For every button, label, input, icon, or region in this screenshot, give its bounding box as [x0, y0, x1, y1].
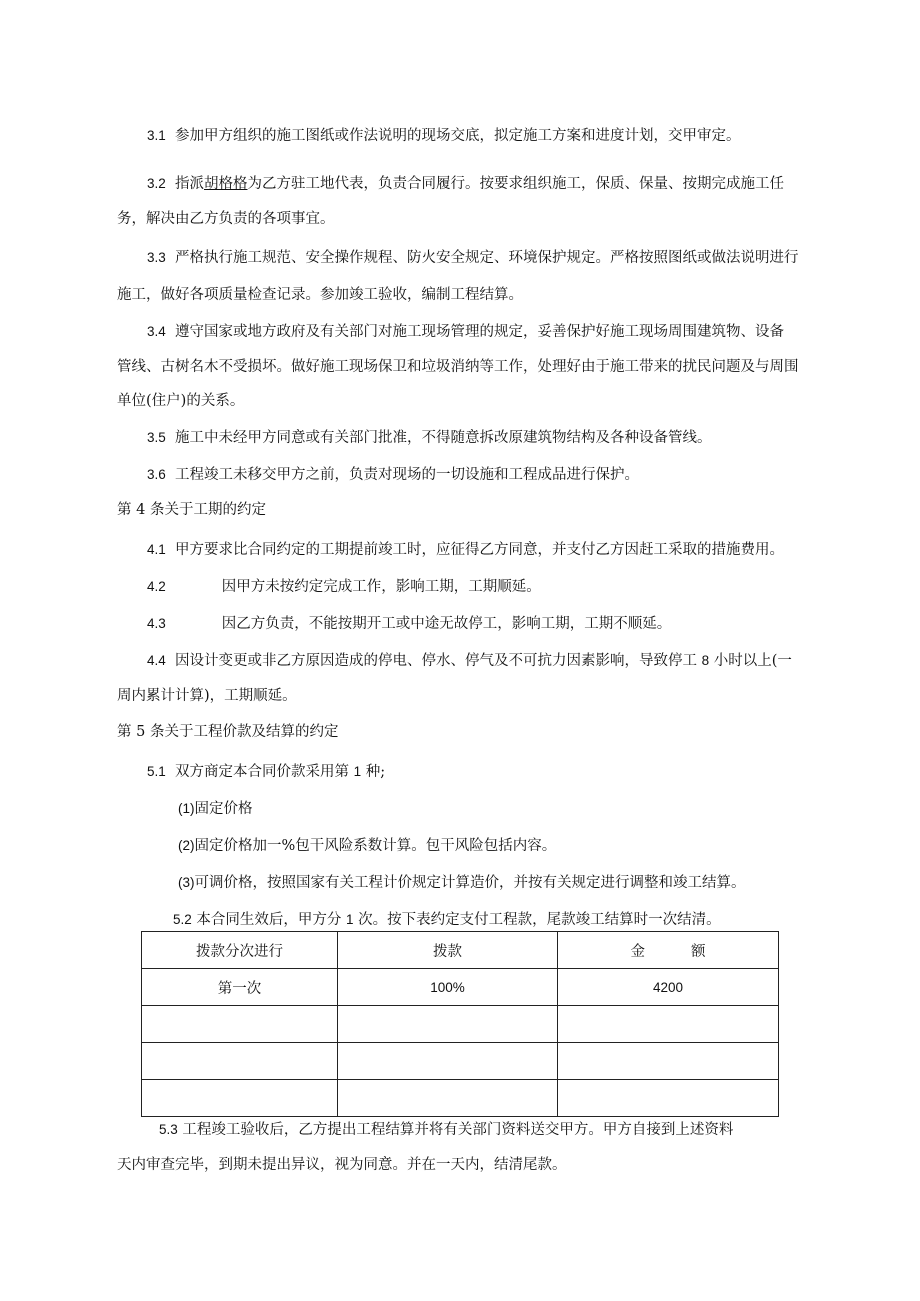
- clause-3-6: 3.6 工程竣工未移交甲方之前，负责对现场的一切设施和工程成品进行保护。: [147, 467, 639, 483]
- header-payment: 拨款: [338, 932, 558, 969]
- table-row: [142, 1080, 779, 1117]
- option-1: (1)固定价格: [178, 801, 253, 817]
- clause-3-2-cont: 务，解决由乙方负责的各项事宜。: [117, 211, 335, 227]
- clause-3-3-cont: 施工，做好各项质量检查记录。参加竣工验收，编制工程结算。: [117, 287, 523, 303]
- clause-5-2: 5.2 本合同生效后，甲方分 1 次。按下表约定支付工程款，尾款竣工结算时一次结清。: [173, 912, 721, 928]
- table-row: [142, 1043, 779, 1080]
- clause-4-1: 4.1 甲方要求比合同约定的工期提前竣工时，应征得乙方同意，并支付乙方因赶工采取的措施费用。: [147, 542, 784, 558]
- clause-4-2: 4.2 因甲方未按约定完成工作，影响工期，工期顺延。: [147, 579, 541, 595]
- clause-3-4-cont-1: 管线、古树名木不受损坏。做好施工现场保卫和垃圾消纳等工作，处理好由于施工带来的扰民问题及与周围: [117, 359, 799, 375]
- representative-name: 胡格格: [204, 176, 248, 192]
- clause-4-4-cont: 周内累计计算)，工期顺延。: [117, 688, 297, 704]
- option-3: (3)可调价格，按照国家有关工程计价规定计算造价，并按有关规定进行调整和竣工结算。: [178, 875, 746, 891]
- clause-4-3: 4.3 因乙方负责，不能按期开工或中途无故停工，影响工期，工期不顺延。: [147, 616, 672, 632]
- payment-table: [141, 931, 779, 1117]
- table-header-row: [142, 932, 779, 969]
- clause-3-1: 3.1 参加甲方组织的施工图纸或作法说明的现场交底，拟定施工方案和进度计划，交甲审定。: [147, 128, 741, 144]
- clause-5-1: 5.1 双方商定本合同价款采用第 1 种;: [147, 764, 386, 780]
- clause-3-5: 3.5 施工中未经甲方同意或有关部门批准，不得随意拆改原建筑物结构及各种设备管线。: [147, 430, 712, 446]
- table-row: 第一次 100% 4200: [142, 969, 779, 1006]
- article-5-heading: 第 5 条关于工程价款及结算的约定: [117, 724, 339, 740]
- clause-3-4: 3.4 遵守国家或地方政府及有关部门对施工现场管理的规定，妥善保护好施工现场周围建筑物、设备: [147, 324, 784, 340]
- clause-3-3: 3.3 严格执行施工规范、安全操作规程、防火安全规定、环境保护规定。严格按照图纸或做法说明进行: [147, 250, 799, 266]
- clause-3-4-cont-2: 单位(住户)的关系。: [117, 393, 245, 409]
- header-amount: 金 额: [558, 932, 779, 969]
- clause-5-3-cont: 天内审查完毕，到期未提出异议，视为同意。并在一天内，结清尾款。: [117, 1157, 567, 1173]
- clause-5-3: 5.3 工程竣工验收后，乙方提出工程结算并将有关部门资料送交甲方。甲方自接到上述资料: [159, 1122, 734, 1138]
- header-installment: 拨款分次进行: [142, 932, 338, 969]
- article-4-heading: 第 4 条关于工期的约定: [117, 502, 266, 518]
- table-row: [142, 1006, 779, 1043]
- clause-4-4: 4.4 因设计变更或非乙方原因造成的停电、停水、停气及不可抗力因素影响，导致停工 8 小时以上(一: [147, 653, 792, 669]
- clause-3-2: 3.2 指派胡格格为乙方驻工地代表，负责合同履行。按要求组织施工，保质、保量、按期完成施工任: [147, 176, 784, 192]
- option-2: (2)固定价格加一%包干风险系数计算。包干风险包括内容。: [178, 838, 557, 854]
